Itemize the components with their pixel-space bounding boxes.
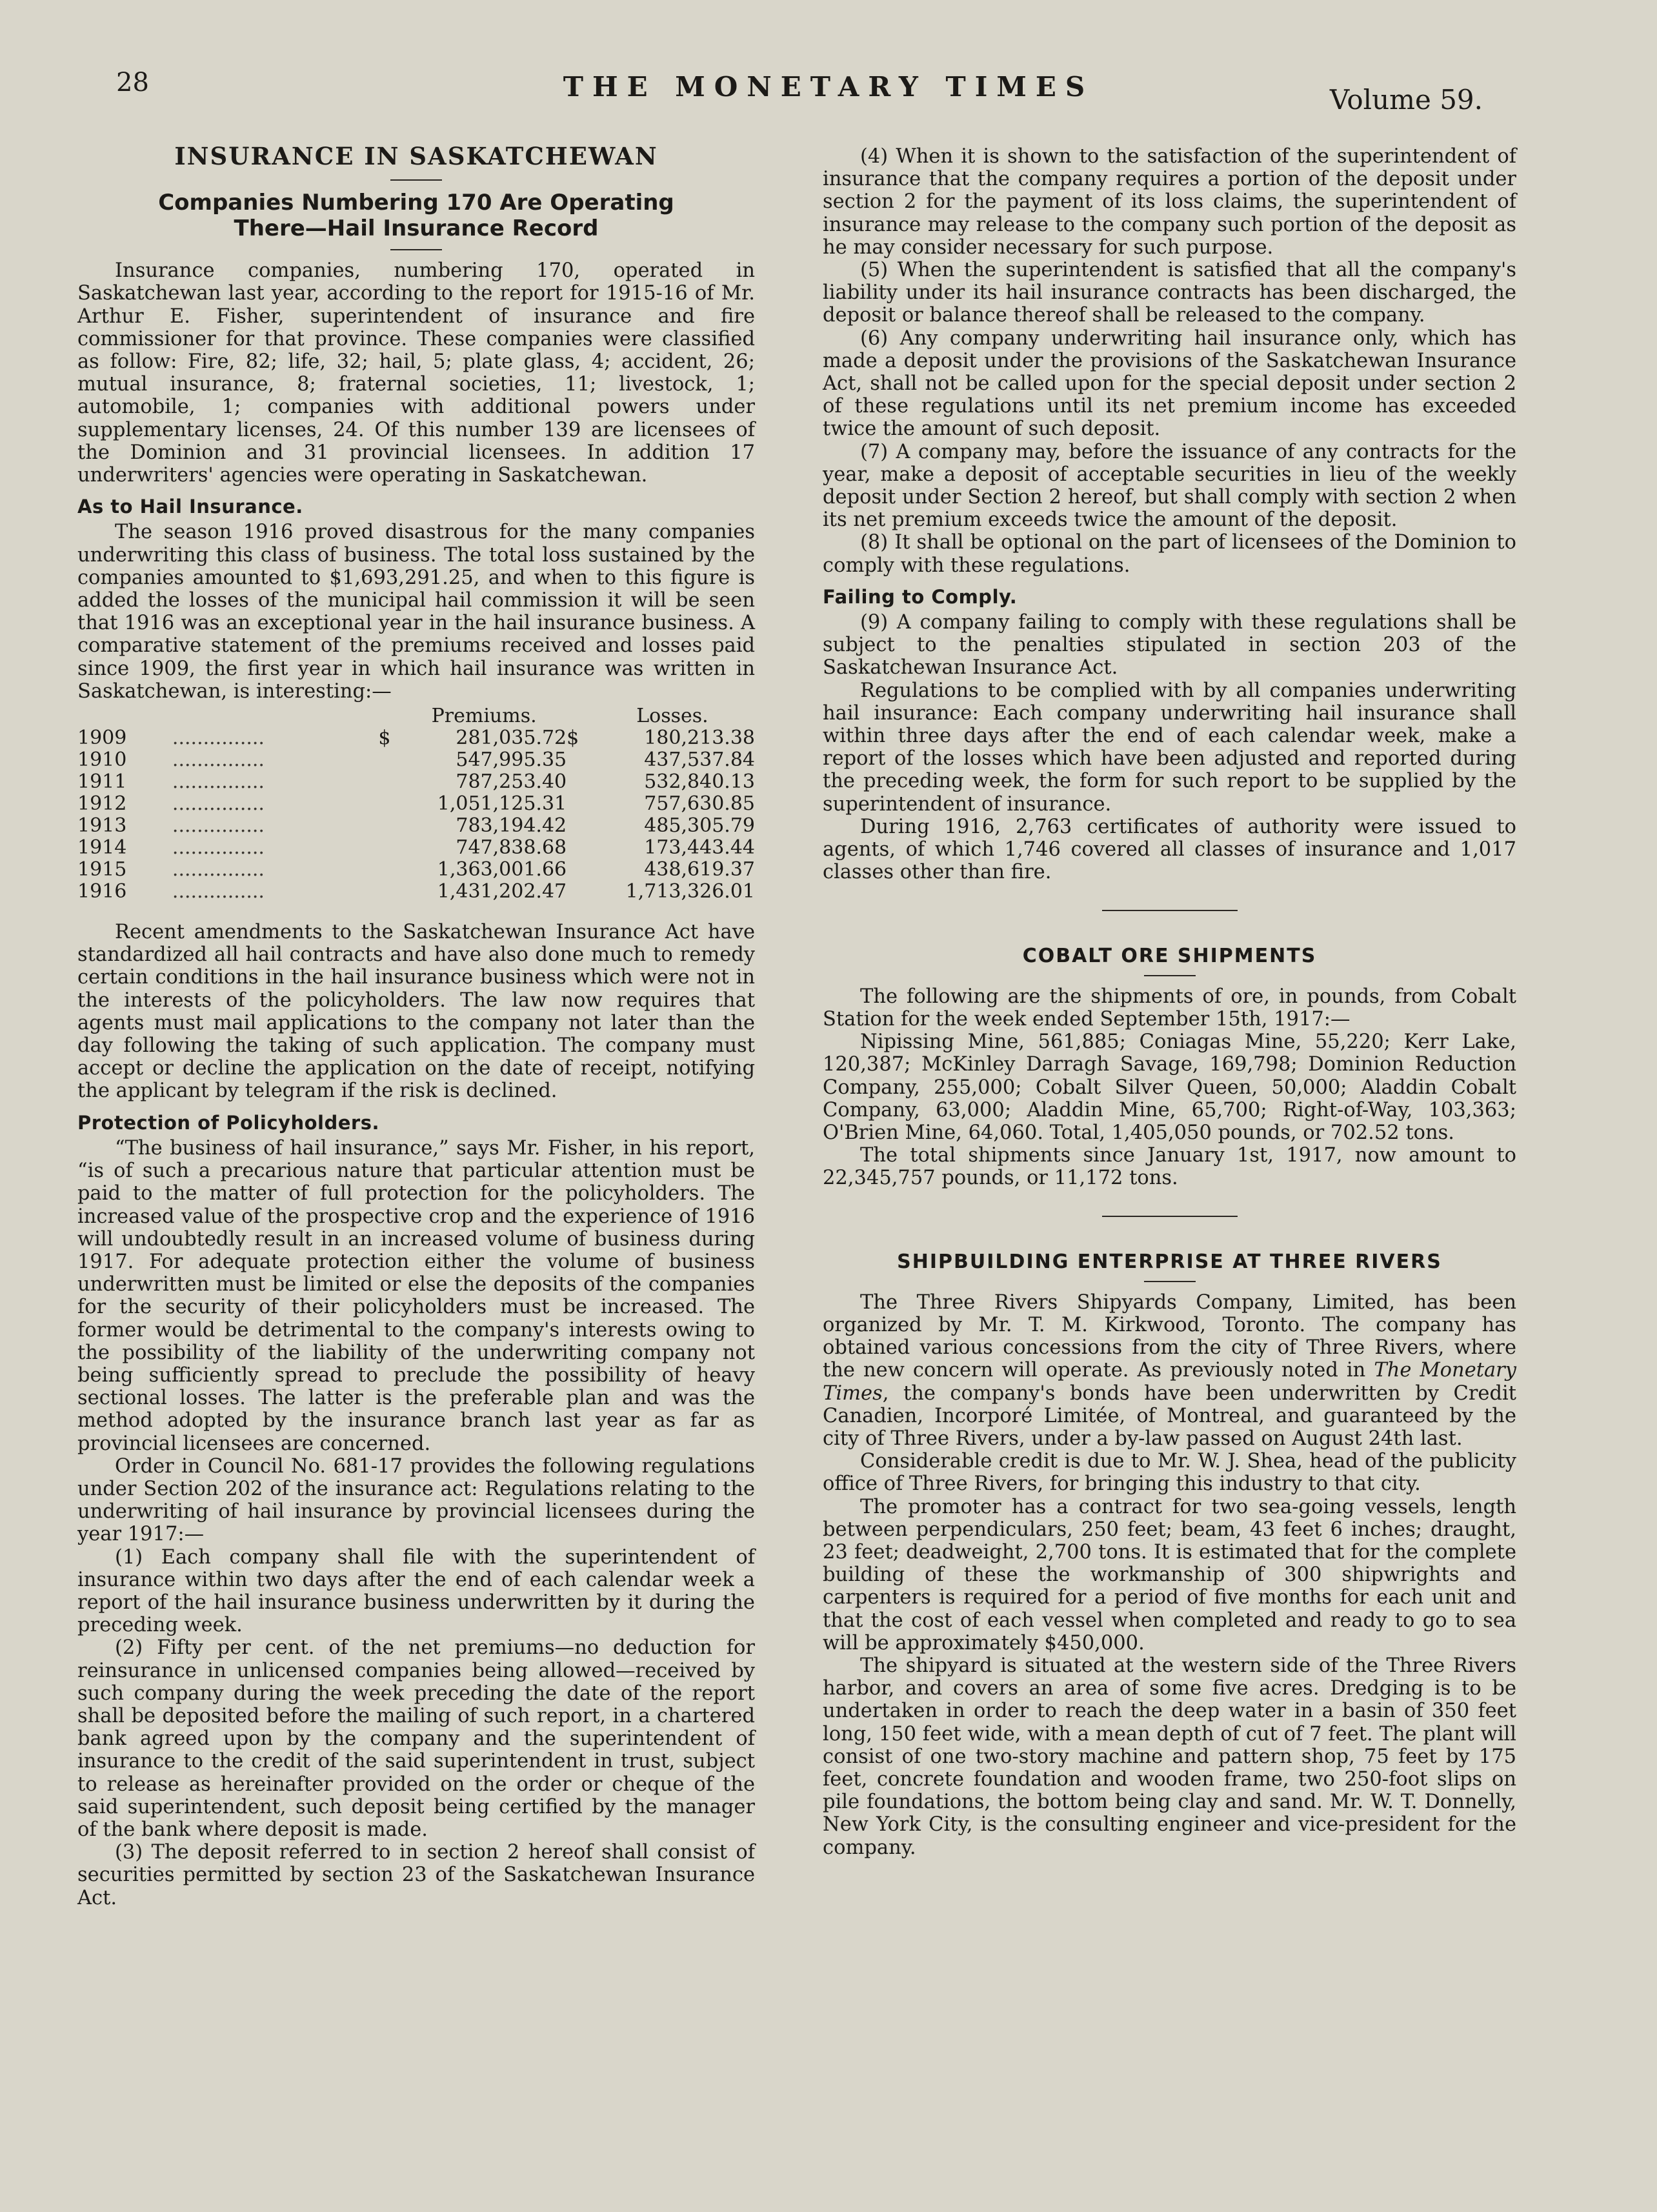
publication-reference: The Monetary Times: [823, 1359, 1516, 1405]
losses-column-header: Losses.: [636, 705, 708, 728]
year-cell: 1914: [77, 836, 127, 860]
premiums-cell: 1,431,202.47: [437, 880, 567, 903]
losses-cell: 757,630.85: [644, 792, 755, 816]
table-row: [77, 793, 755, 815]
premiums-cell: 1,051,125.31: [437, 792, 567, 816]
page-number: 28: [116, 68, 149, 97]
premiums-cell: 281,035.72: [456, 727, 567, 750]
currency-symbol: [567, 749, 590, 771]
currency-symbol: $: [378, 727, 391, 750]
table-row: [77, 727, 755, 749]
cobalt-title-divider: [1144, 975, 1196, 976]
shipbuilding-paragraph-1: [823, 1291, 1516, 1450]
article-separator-2: [1102, 1216, 1238, 1217]
order-in-council-paragraph: Order in Council No. 681-17 provides the following regulations under Section 202 of the insurance act: Regulations relating to the underwriting of hail insurance by provincial licensees during the year 1917:—: [77, 1454, 755, 1546]
leader-dots: ...............: [172, 837, 265, 860]
currency-symbol: [567, 771, 590, 793]
regulation-3: (3) The deposit referred to in section 2 hereof shall consist of securities permitted by section 23 of the Saskatchewan Insurance Act.: [77, 1841, 755, 1909]
currency-symbol: [567, 793, 590, 815]
shipbuilding-title-divider: [1144, 1281, 1196, 1282]
right-column: [823, 145, 1516, 1859]
amendments-paragraph: Recent amendments to the Saskatchewan Insurance Act have standardized all hail contracts and have also done much to remedy certain conditions in the hail insurance business which were not in the interests of the policyholders. The law now requires that agents must mail applications to the company not later than the day following the taking of such application. The company must accept or decline the application on the date of receipt, notifying the applicant by telegram if the risk is declined.: [77, 921, 755, 1103]
currency-symbol: [567, 837, 590, 859]
losses-cell: 173,443.44: [644, 836, 755, 860]
year-cell: 1911: [77, 770, 127, 794]
losses-cell: 180,213.38: [644, 727, 755, 750]
regulation-4: (4) When it is shown to the satisfaction of the superintendent of insurance that the company requires a portion of the deposit under section 2 for the payment of its loss claims, the superintendent of insurance may release to the company such portion of the deposit as he may consider necessary for such purpose.: [823, 145, 1516, 259]
premiums-cell: 783,194.42: [456, 814, 567, 838]
premiums-cell: 747,838.68: [456, 836, 567, 860]
year-cell: 1916: [77, 880, 127, 903]
section-heading-protection: Protection of Policyholders.: [77, 1111, 379, 1134]
currency-symbol: [378, 771, 401, 793]
year-cell: 1913: [77, 814, 127, 838]
insurance-article-subtitle: Companies Numbering 170 Are Operating There—Hail Insurance Record: [158, 190, 674, 242]
currency-symbol: [378, 815, 401, 837]
leader-dots: ...............: [172, 881, 265, 903]
currency-symbol: $: [567, 727, 579, 750]
table-row: [77, 771, 755, 793]
year-cell: 1909: [77, 727, 127, 750]
losses-cell: 485,305.79: [644, 814, 755, 838]
insurance-intro-paragraph: Insurance companies, numbering 170, operated in Saskatchewan last year, according to the report for 1915-16 of Mr. Arthur E. Fisher, superintendent of insurance and fire commissioner for that province. These companies were classified as follow: Fire, 82; life, 32; hail, 5; plate glass, 4; accident, 26; mutual insurance, 8; fraternal societies, 11; livestock, 1; automobile, 1; companies with additional powers under supplementary licenses, 24. Of this number 139 are licensees of the Dominion and 31 provincial licensees. In addition 17 underwriters' agencies were operating in Saskatchewan.: [77, 259, 755, 487]
publication-title: THE MONETARY TIMES: [563, 71, 1094, 103]
premiums-cell: 1,363,001.66: [437, 858, 567, 881]
cobalt-paragraph-3: The total shipments since January 1st, 1917, now amount to 22,345,757 pounds, or 11,172 tons.: [823, 1144, 1516, 1190]
shipbuilding-paragraph-2: Considerable credit is due to Mr. W. J. Shea, head of the publicity office of Three Rivers, for bringing this industry to that city.: [823, 1450, 1516, 1496]
leader-dots: ...............: [172, 771, 265, 794]
premiums-losses-table: [77, 705, 755, 903]
volume-label: Volume 59.: [1329, 84, 1483, 116]
insurance-article-title: INSURANCE IN SASKATCHEWAN: [174, 142, 658, 170]
leader-dots: ...............: [172, 727, 265, 750]
losses-cell: 1,713,326.01: [625, 880, 755, 903]
cobalt-article-title: COBALT ORE SHIPMENTS: [1022, 944, 1317, 967]
hail-paragraph: The season 1916 proved disastrous for the many companies underwriting this class of business. The total loss sustained by the companies amounted to $1,693,291.25, and when to this figure is added the losses of the municipal hail commission it will be seen that 1916 was an exceptional year in the hail insurance business. A comparative statement of the premiums received and losses paid since 1909, the first year in which hail insurance was written in Saskatchewan, is interesting:—: [77, 521, 755, 703]
year-cell: 1912: [77, 792, 127, 816]
currency-symbol: [378, 859, 401, 881]
shipbuilding-article-title: SHIPBUILDING ENTERPRISE AT THREE RIVERS: [897, 1250, 1442, 1273]
currency-symbol: [567, 881, 590, 903]
losses-cell: 438,619.37: [644, 858, 755, 881]
shipbuilding-paragraph-3: The promoter has a contract for two sea-going vessels, length between perpendiculars, 250 feet; beam, 43 feet 6 inches; draught, 23 feet; deadweight, 2,700 tons. It is estimated that for the complete building of these the workmanship of 300 shipwrights and carpenters is required for a period of five months for each unit and that the cost of each vessel when completed and ready to go to sea will be approximately $450,000.: [823, 1495, 1516, 1654]
losses-cell: 437,537.84: [644, 749, 755, 772]
table-row: [77, 749, 755, 771]
table-row: [77, 859, 755, 881]
year-cell: 1915: [77, 858, 127, 881]
left-column: [77, 139, 755, 1909]
currency-symbol: [378, 749, 401, 771]
premiums-column-header: Premiums.: [431, 705, 537, 728]
table-row: [77, 881, 755, 903]
leader-dots: ...............: [172, 749, 265, 772]
shipbuilding-paragraph-1-a: The Three Rivers Shipyards Company, Limited, has been organized by Mr. T. M. Kirkwood, Toronto. The company has obtained various concessions from the city of Three Rivers, where the new concern will operate. As previously noted in: [823, 1291, 1516, 1382]
year-cell: 1910: [77, 749, 127, 772]
currency-symbol: [378, 837, 401, 859]
protection-paragraph: “The business of hail insurance,” says Mr. Fisher, in his report, “is of such a precarious nature that particular attention must be paid to the matter of full protection for the policyholders. The increased value of the prospective crop and the experience of 1916 will undoubtedly result in an increased volume of business during 1917. For adequate protection either the volume of business underwritten must be limited or else the deposits of the companies for the security of their policyholders must be increased. The former would be detrimental to the company's interests owing to the possibility of the liability of the underwriting company not being sufficiently spread to preclude the possibility of heavy sectional losses. The latter is the preferable plan and was the method adopted by the insurance branch last year as far as provincial licensees are concerned.: [77, 1136, 755, 1455]
section-heading-hail: As to Hail Insurance.: [77, 496, 303, 518]
leader-dots: ...............: [172, 815, 265, 838]
table-row: [77, 815, 755, 837]
article-separator-1: [1102, 910, 1238, 911]
weekly-report-paragraph: Regulations to be complied with by all companies underwriting hail insurance: Each company underwriting hail insurance shall within three days after the end of each calendar week, make a report of the losses which have been adjusted and reported during the preceding week, the form for such report to be supplied by the superintendent of insurance.: [823, 679, 1516, 816]
regulation-5: (5) When the superintendent is satisfied that all the company's liability under its hail insurance contracts has been discharged, the deposit or balance thereof shall be released to the company.: [823, 259, 1516, 327]
losses-cell: 532,840.13: [644, 770, 755, 794]
certificates-paragraph: During 1916, 2,763 certificates of authority were issued to agents, of which 1,746 covered all classes of insurance and 1,017 classes other than fire.: [823, 815, 1516, 884]
regulation-2: (2) Fifty per cent. of the net premiums—no deduction for reinsurance in unlicensed companies being allowed—received by such company during the week preceding the date of the report shall be deposited before the mailing of such report, in a chartered bank agreed upon by the company and the superintendent of insurance to the credit of the said superintendent in trust, subject to release as hereinafter provided on the order or cheque of the said superintendent, such deposit being certified by the manager of the bank where deposit is made.: [77, 1636, 755, 1841]
leader-dots: ...............: [172, 793, 265, 816]
regulation-9: (9) A company failing to comply with these regulations shall be subject to the penalties stipulated in section 203 of the Saskatchewan Insurance Act.: [823, 611, 1516, 679]
currency-symbol: [378, 793, 401, 815]
title-divider: [390, 179, 442, 181]
subtitle-divider: [390, 249, 442, 250]
section-heading-failing: Failing to Comply.: [823, 585, 1018, 608]
premiums-cell: 547,995.35: [456, 749, 567, 772]
currency-symbol: [567, 859, 590, 881]
regulation-8: (8) It shall be optional on the part of licensees of the Dominion to comply with these regulations.: [823, 531, 1516, 577]
leader-dots: ...............: [172, 859, 265, 881]
regulation-6: (6) Any company underwriting hail insurance only, which has made a deposit under the provisions of the Saskatchewan Insurance Act, shall not be called upon for the special deposit under section 2 of these regulations until its net premium income has exceeded twice the amount of such deposit.: [823, 327, 1516, 441]
table-header-row: [77, 705, 755, 727]
currency-symbol: [567, 815, 590, 837]
table-row: [77, 837, 755, 859]
shipbuilding-paragraph-4: The shipyard is situated at the western side of the Three Rivers harbor, and covers an area of some five acres. Dredging is to be undertaken in order to reach the deep water in a basin of 350 feet long, 150 feet wide, with a mean depth of cut of 7 feet. The plant will consist of one two-story machine and pattern shop, 75 feet by 175 feet, concrete foundation and wooden frame, two 250-foot slips on pile foundations, the bottom being clay and sand. Mr. W. T. Donnelly, New York City, is the consulting engineer and vice-president for the company.: [823, 1654, 1516, 1859]
cobalt-paragraph-2: Nipissing Mine, 561,885; Coniagas Mine, 55,220; Kerr Lake, 120,387; McKinley Darragh Savage, 169,798; Dominion Reduction Company, 255,000; Cobalt Silver Queen, 50,000; Aladdin Cobalt Company, 63,000; Aladdin Mine, 65,700; Right-of-Way, 103,363; O'Brien Mine, 64,060. Total, 1,405,050 pounds, or 702.52 tons.: [823, 1031, 1516, 1144]
cobalt-paragraph-1: The following are the shipments of ore, in pounds, from Cobalt Station for the week ended September 15th, 1917:—: [823, 985, 1516, 1031]
regulation-1: (1) Each company shall file with the superintendent of insurance within two days after the end of each calendar week a report of the hail insurance business underwritten by it during the preceding week.: [77, 1545, 755, 1637]
shipbuilding-paragraph-1-b: , the company's bonds have been underwritten by Credit Canadien, Incorporé Limitée, of Montreal, and guaranteed by the city of Three Rivers, under a by-law passed on August 24th last.: [823, 1382, 1516, 1450]
regulation-7: (7) A company may, before the issuance of any contracts for the year, make a deposit of acceptable securities in lieu of the weekly deposit under Section 2 hereof, but shall comply with section 2 when its net premium exceeds twice the amount of the deposit.: [823, 440, 1516, 532]
premiums-cell: 787,253.40: [456, 770, 567, 794]
currency-symbol: [378, 881, 401, 903]
